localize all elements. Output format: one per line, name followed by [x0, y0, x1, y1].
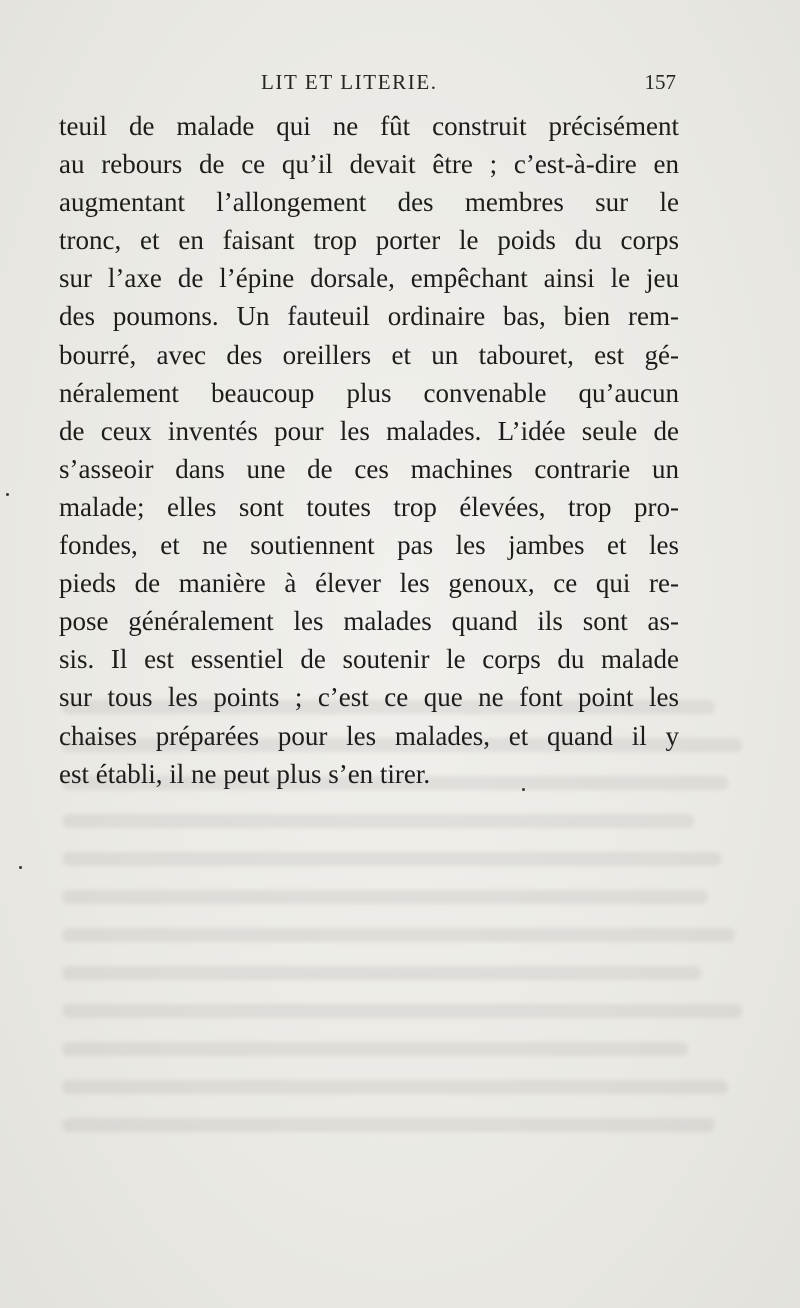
text-line: bourré, avec des oreillers et un tabouret, est gé- [59, 339, 679, 370]
ghost-line [62, 966, 701, 980]
text-line: au rebours de ce qu’il devait être ; c’est-à-dire en [59, 149, 679, 180]
ghost-line [62, 814, 694, 828]
text-line: fondes, et ne soutiennent pas les jambes et les [59, 530, 679, 561]
running-head: LIT ET LITERIE. [261, 70, 438, 94]
text-line: pose généralement les malades quand ils sont as- [59, 606, 679, 637]
paper-speck [522, 788, 525, 791]
text-line: est établi, il ne peut plus s’en tirer. [59, 758, 431, 789]
ghost-line [62, 1004, 742, 1018]
ghost-line [62, 1042, 688, 1056]
ghost-line [62, 890, 708, 904]
text-line: teuil de malade qui ne fût construit précisément [59, 111, 679, 141]
text-line: chaises préparées pour les malades, et quand il y [59, 720, 679, 751]
ghost-line [62, 1118, 715, 1132]
paper-speck [19, 866, 22, 869]
text-line: tronc, et en faisant trop porter le poids du corps [59, 225, 679, 256]
text-line: des poumons. Un fauteuil ordinaire bas, bien rem- [59, 301, 679, 332]
page-header [58, 64, 678, 104]
text-line: augmentant l’allongement des membres sur le [59, 187, 679, 218]
text-line: sur l’axe de l’épine dorsale, empêchant ainsi le jeu [59, 263, 679, 294]
text-line: néralement beaucoup plus convenable qu’aucun [59, 377, 679, 408]
paper-speck [6, 493, 9, 496]
ghost-line [62, 928, 735, 942]
body-text [59, 107, 679, 793]
text-line: malade; elles sont toutes trop élevées, trop pro- [59, 491, 679, 522]
ghost-line [62, 852, 722, 866]
ghost-line [62, 1080, 728, 1094]
text-line: sur tous les points ; c’est ce que ne font point les [59, 682, 679, 713]
text-line: s’asseoir dans une de ces machines contrarie un [59, 453, 679, 484]
text-line: pieds de manière à élever les genoux, ce qui re- [59, 568, 679, 599]
text-line: sis. Il est essentiel de soutenir le corps du malade [59, 644, 679, 675]
page-number: 157 [644, 70, 676, 94]
text-line: de ceux inventés pour les malades. L’idée seule de [59, 415, 679, 446]
